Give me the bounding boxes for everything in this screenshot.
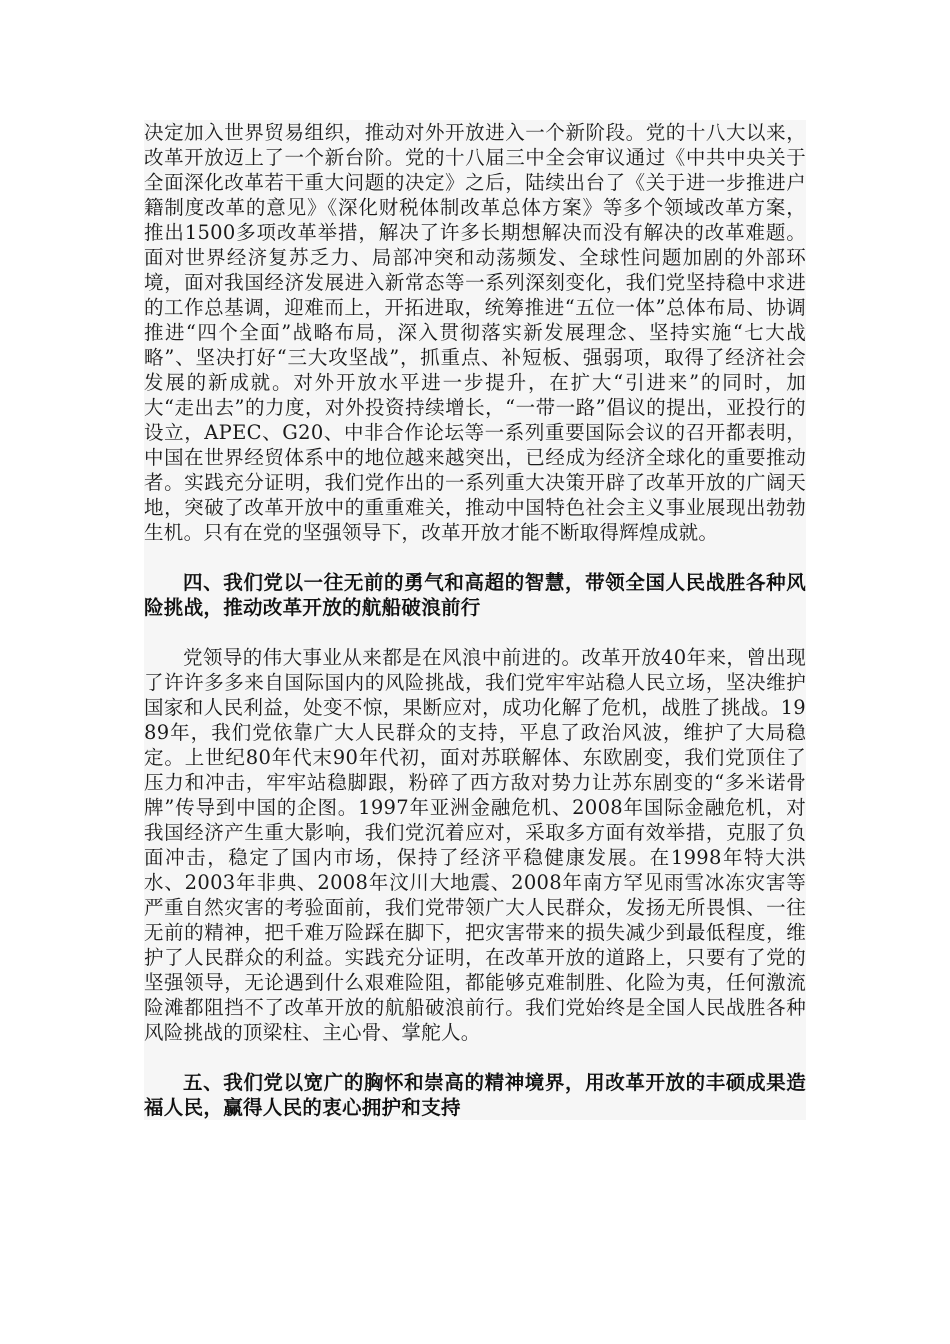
section-heading-5: 五、我们党以宽广的胸怀和崇高的精神境界，用改革开放的丰硕成果造福人民，赢得人民的衷心拥护和支持 [144, 1071, 806, 1119]
paragraph-spacer [144, 1045, 806, 1070]
paragraph-spacer [144, 545, 806, 570]
paragraph-spacer [144, 620, 806, 645]
section-heading-4: 四、我们党以一往无前的勇气和高超的智慧，带领全国人民战胜各种风险挑战，推动改革开放的航船破浪前行 [144, 571, 806, 619]
paragraph-opening: 决定加入世界贸易组织，推动对外开放进入一个新阶段。党的十八大以来，改革开放迈上了一个新台阶。党的十八届三中全会审议通过《中共中央关于全面深化改革若干重大问题的决定》之后，陆续出台了《关于进一步推进户籍制度改革的意见》《深化财税体制改革总体方案》等多个领域改革方案，推出1500多项改革举措，解决了许多长期想解决而没有解决的改革难题。面对世界经济复苏乏力、局部冲突和动荡频发、全球性问题加剧的外部环境，面对我国经济发展进入新常态等一系列深刻变化，我们党坚持稳中求进的工作总基调，迎难而上，开拓进取，统筹推进“五位一体”总体布局、协调推进“四个全面”战略布局，深入贯彻落实新发展理念、坚持实施“七大战略”、坚决打好“三大攻坚战”，抓重点、补短板、强弱项，取得了经济社会发展的新成就。对外开放水平进一步提升，在扩大“引进来”的同时，加大“走出去”的力度，对外投资持续增长，“一带一路”倡议的提出，亚投行的设立，APEC、G20、中非合作论坛等一系列重要国际会议的召开都表明，中国在世界经贸体系中的地位越来越突出，已经成为经济全球化的重要推动者。实践充分证明，我们党作出的一系列重大决策开辟了改革开放的广阔天地，突破了改革开放中的重重难关，推动中国特色社会主义事业展现出勃勃生机。只有在党的坚强领导下，改革开放才能不断取得辉煌成就。 [144, 121, 806, 544]
document-body [144, 120, 806, 1120]
paragraph-section-4: 党领导的伟大事业从来都是在风浪中前进的。改革开放40年来，曾出现了许许多多来自国际国内的风险挑战，我们党牢牢站稳人民立场，坚决维护国家和人民利益，处变不惊，果断应对，成功化解了危机，战胜了挑战。1989年，我们党依靠广大人民群众的支持，平息了政治风波，维护了大局稳定。上世纪80年代末90年代初，面对苏联解体、东欧剧变，我们党顶住了压力和冲击，牢牢站稳脚跟，粉碎了西方敌对势力让苏东剧变的“多米诺骨牌”传导到中国的企图。1997年亚洲金融危机、2008年国际金融危机，对我国经济产生重大影响，我们党沉着应对，采取多方面有效举措，克服了负面冲击，稳定了国内市场，保持了经济平稳健康发展。在1998年特大洪水、2003年非典、2008年汶川大地震、2008年南方罕见雨雪冰冻灾害等严重自然灾害的考验面前，我们党带领广大人民群众，发扬无所畏惧、一往无前的精神，把千难万险踩在脚下，把灾害带来的损失减少到最低程度，维护了人民群众的利益。实践充分证明，在改革开放的道路上，只要有了党的坚强领导，无论遇到什么艰难险阻，都能够克难制胜、化险为夷，任何激流险滩都阻挡不了改革开放的航船破浪前行。我们党始终是全国人民战胜各种风险挑战的顶梁柱、主心骨、掌舵人。 [144, 646, 806, 1044]
